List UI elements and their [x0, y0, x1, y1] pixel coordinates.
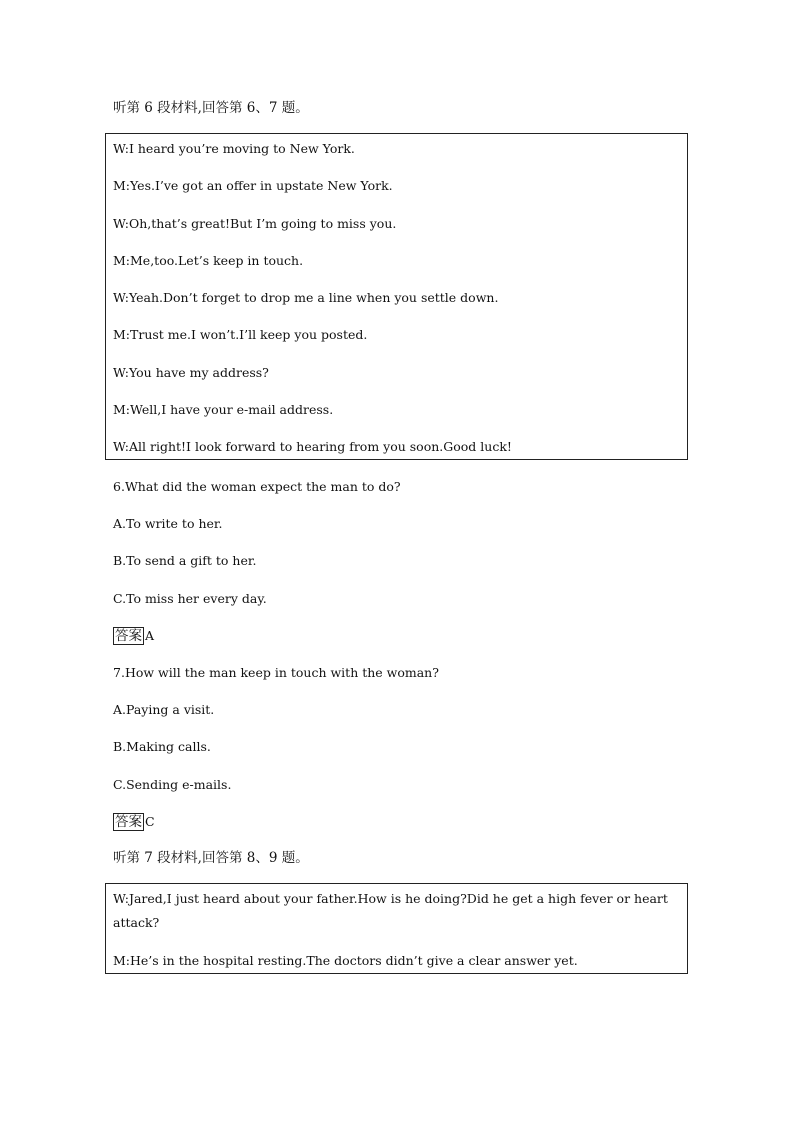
dialogue-line: W:You have my address? — [113, 365, 269, 380]
q7-answer — [113, 813, 155, 831]
dialogue-box-section-7 — [105, 883, 688, 974]
dialogue-line: M:He’s in the hospital resting.The doctors didn’t give a clear answer yet. — [113, 953, 578, 968]
question-number: 7. — [113, 665, 125, 680]
q6-option-a: A.To write to her. — [113, 516, 223, 531]
q7-option-a: A.Paying a visit. — [113, 702, 215, 717]
dialogue-line: M:Me,too.Let’s keep in touch. — [113, 253, 304, 268]
answer-label: 答案 — [115, 628, 142, 644]
question-6 — [113, 479, 401, 495]
dialogue-line: W:All right!I look forward to hearing from you soon.Good luck! — [113, 439, 512, 454]
answer-value: C — [145, 814, 155, 829]
dialogue-line: M:Well,I have your e-mail address. — [113, 402, 334, 417]
dialogue-line: M:Yes.I’ve got an offer in upstate New York. — [113, 178, 393, 193]
dialogue-line: W:Oh,that’s great!But I’m going to miss you. — [113, 216, 397, 231]
dialogue-box-section-6 — [105, 133, 688, 460]
q7-option-b: B.Making calls. — [113, 739, 211, 754]
question-text: What did the woman expect the man to do? — [124, 479, 401, 494]
q6-answer — [113, 627, 154, 645]
section-6-heading: 听第 6 段材料,回答第 6、7 题。 — [113, 100, 309, 116]
dialogue-line: W:I heard you’re moving to New York. — [113, 141, 355, 156]
q6-option-c: C.To miss her every day. — [113, 591, 267, 606]
q6-option-b: B.To send a gift to her. — [113, 553, 257, 568]
question-text: How will the man keep in touch with the woman? — [124, 665, 439, 680]
answer-value: A — [145, 628, 155, 643]
q7-option-c: C.Sending e-mails. — [113, 777, 232, 792]
dialogue-line: M:Trust me.I won’t.I’ll keep you posted. — [113, 327, 368, 342]
dialogue-line: W:Yeah.Don’t forget to drop me a line when you settle down. — [113, 290, 499, 305]
dialogue-line: W:Jared,I just heard about your father.How is he doing?Did he get a high fever or heart attack? — [113, 891, 668, 930]
answer-label: 答案 — [115, 814, 142, 830]
question-7 — [113, 665, 439, 681]
section-7-heading: 听第 7 段材料,回答第 8、9 题。 — [113, 850, 309, 866]
question-number: 6. — [113, 479, 125, 494]
